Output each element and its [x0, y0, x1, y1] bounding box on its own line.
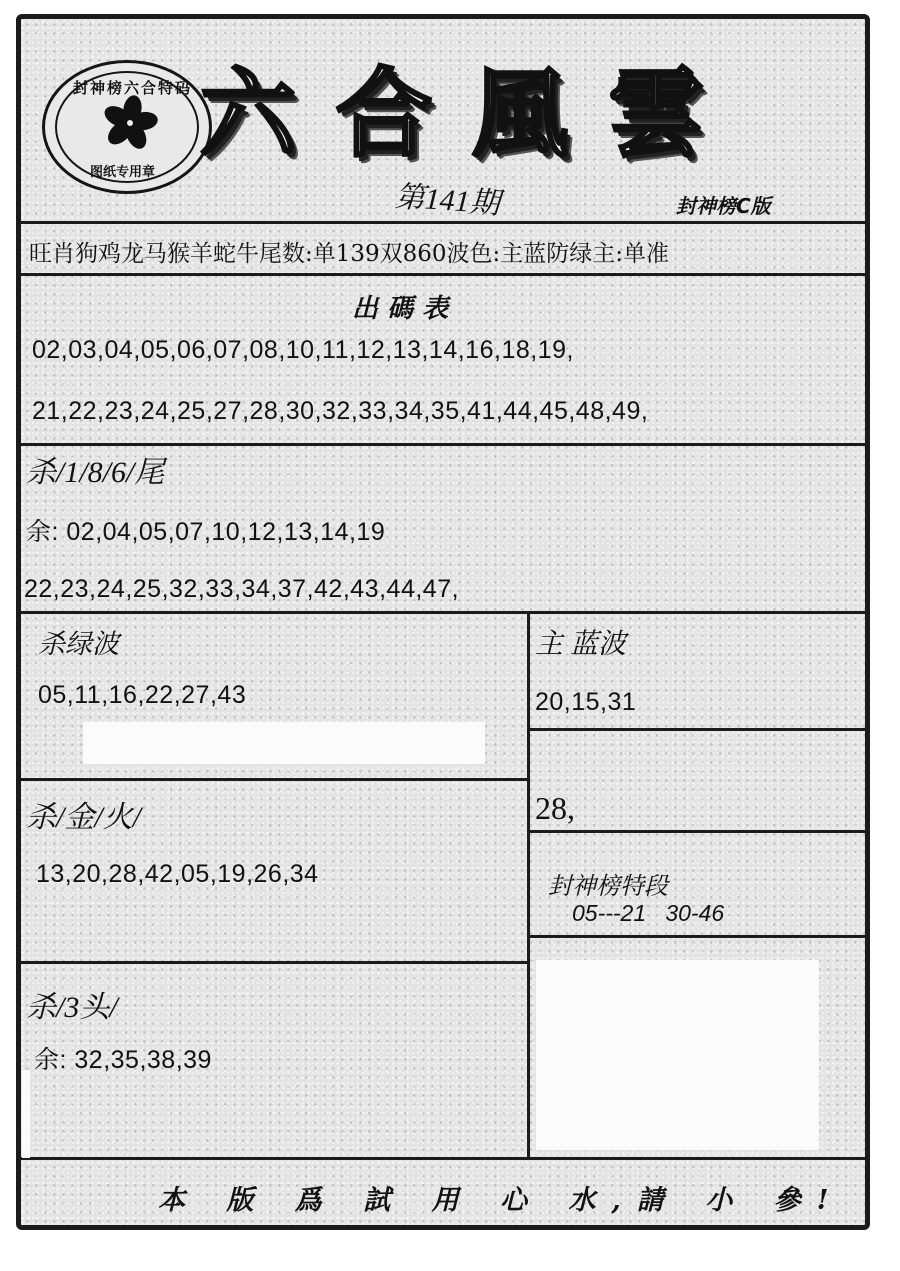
divider-right-3: [527, 935, 868, 938]
special-segment-ranges: 05---21 30-46: [572, 900, 725, 926]
table-row-1: 02,03,04,05,06,07,08,10,11,12,13,14,16,18,19,: [32, 336, 574, 364]
main-blue-heading: 主 蓝波: [535, 629, 627, 660]
title-wrap: [200, 30, 800, 190]
kill-green-heading: 杀绿波: [38, 629, 119, 659]
info-line: 旺肖狗鸡龙马猴羊蛇牛尾数:单139双860波色:主蓝防绿主:单准: [29, 241, 670, 267]
divider-info: [18, 273, 868, 276]
divider-header: [18, 221, 868, 224]
divider-footer: [18, 1157, 868, 1160]
kill-green-numbers: 05,11,16,22,27,43: [38, 681, 247, 709]
footer-note: 本 版 爲 試 用 心 水,請 小 參!: [158, 1185, 845, 1216]
divider-column: [527, 611, 530, 1159]
kill-tail-remaining-1: 余: 02,04,05,07,10,12,13,14,19: [26, 518, 386, 546]
table-row-2: 21,22,23,24,25,27,28,30,32,33,34,35,41,44,45,48,49,: [32, 397, 649, 425]
kill-head-heading: 杀/3头/: [26, 991, 118, 1024]
single-number: 28,: [535, 790, 575, 826]
bauhinia-flower-icon: [95, 93, 165, 153]
divider-left-2: [18, 961, 530, 964]
divider-right-1: [527, 728, 868, 731]
issue-number: 第141期: [393, 180, 501, 221]
kill-metal-fire-numbers: 13,20,28,42,05,19,26,34: [36, 860, 319, 888]
blank-patch-bottom-left: [22, 1070, 30, 1158]
seal-top-text: 封神榜六合特码: [73, 79, 193, 97]
blank-patch-left: [83, 722, 485, 764]
kill-tail-remaining-2: 22,23,24,25,32,33,34,37,42,43,44,47,: [24, 575, 460, 603]
title-text: 六合風雲: [200, 57, 744, 170]
divider-right-2: [527, 830, 868, 833]
blank-patch-right: [536, 960, 819, 1150]
edition-label: 封神榜C版: [676, 194, 771, 218]
kill-metal-fire-heading: 杀/金/火/: [26, 801, 142, 834]
special-segment-heading: 封神榜特段: [548, 874, 668, 900]
divider-kill-tail: [18, 611, 868, 614]
main-blue-numbers: 20,15,31: [535, 688, 637, 716]
kill-head-numbers: 余: 32,35,38,39: [34, 1046, 212, 1074]
divider-table: [18, 443, 868, 446]
divider-left-1: [18, 778, 530, 781]
seal-stamp: [42, 60, 212, 194]
table-heading: 出 碼 表: [352, 294, 449, 324]
seal-bottom-text: 图纸专用章: [90, 165, 156, 180]
kill-tail-heading: 杀/1/8/6/尾: [26, 456, 165, 489]
